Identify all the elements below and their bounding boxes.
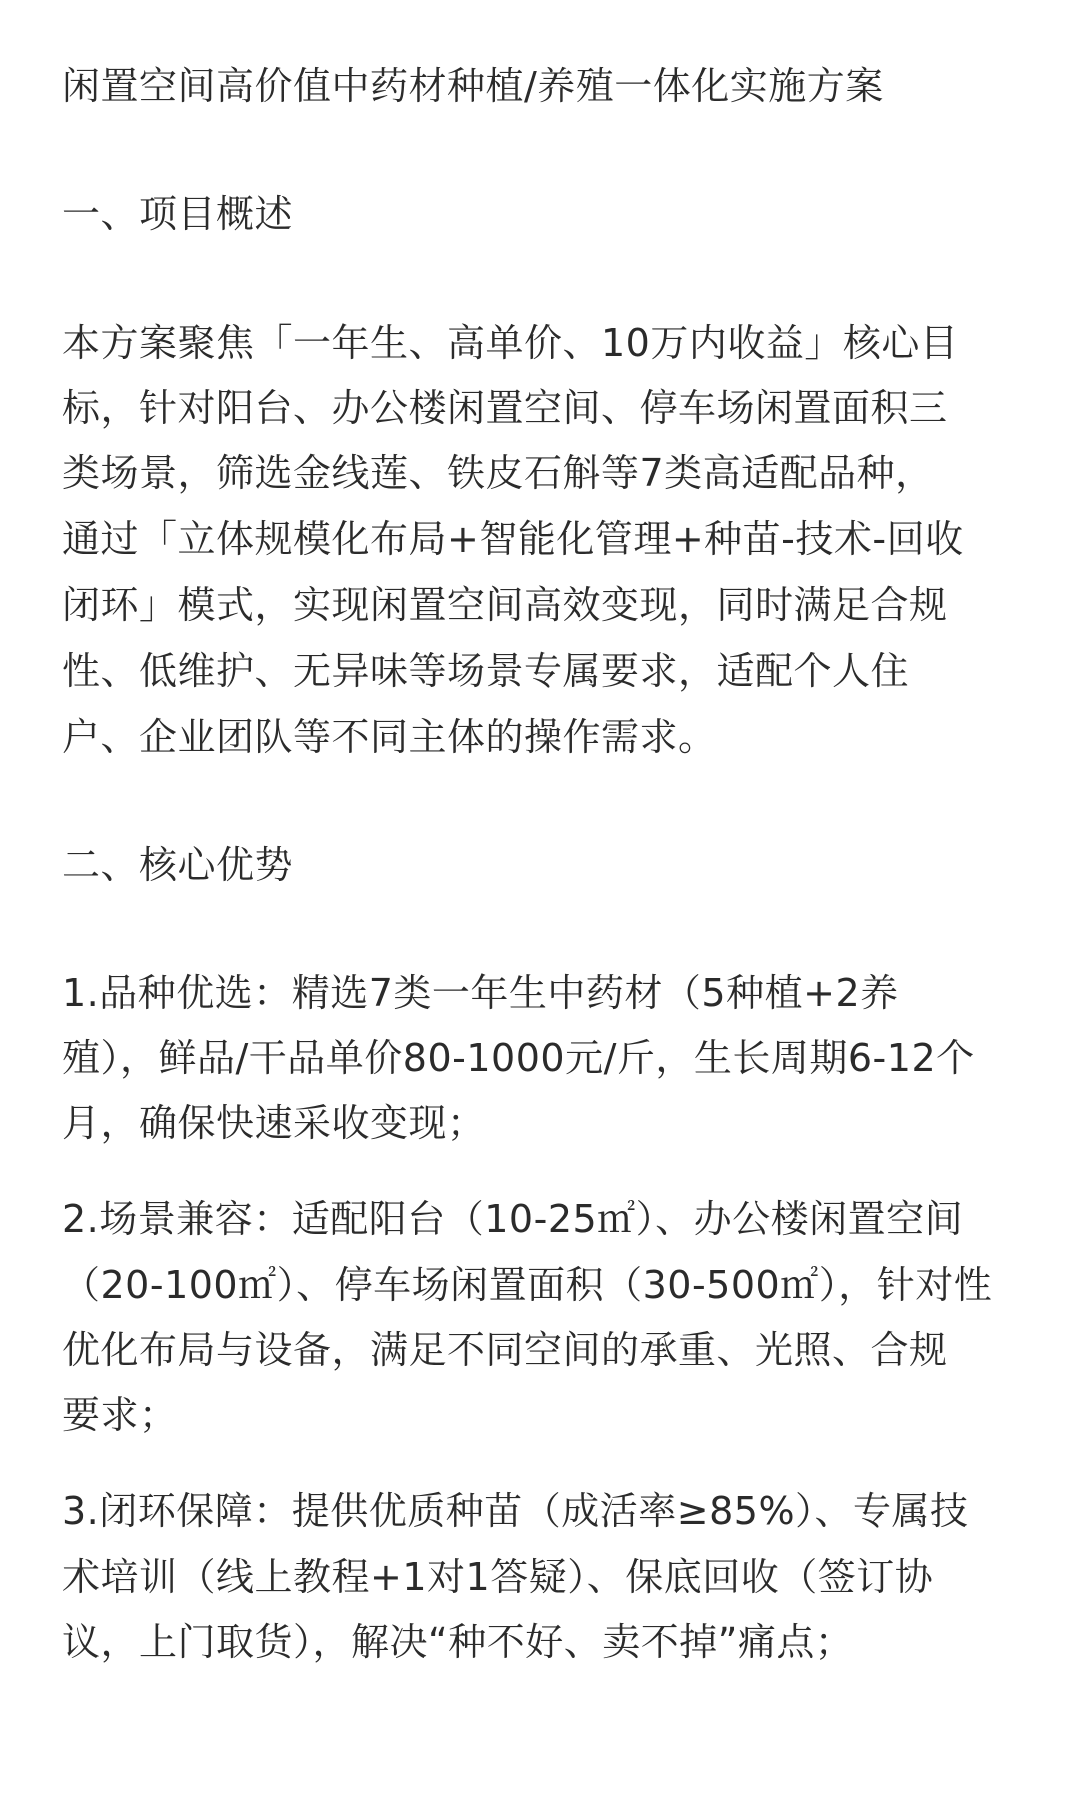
advantage-2-line-4: 要求；	[62, 1393, 178, 1437]
advantage-3-line-2: 术培训（线上教程+1对1答疑）、保底回收（签订协	[62, 1555, 934, 1599]
overview-line-4: 通过「立体规模化布局+智能化管理+种苗-技术-回收	[62, 517, 964, 561]
advantage-3-line-1: 3.闭环保障：提供优质种苗（成活率≥85%）、专属技	[62, 1489, 969, 1533]
advantage-1-line-3: 月，确保快速采收变现；	[62, 1101, 486, 1145]
section-1-heading: 一、项目概述	[62, 192, 294, 236]
section-2-heading: 二、核心优势	[62, 843, 294, 887]
advantage-2-line-1: 2.场景兼容：适配阳台（10-25㎡）、办公楼闲置空间	[62, 1197, 964, 1241]
overview-line-2: 标，针对阳台、办公楼闲置空间、停车场闲置面积三	[62, 386, 948, 430]
advantage-1-line-2: 殖），鲜品/干品单价80-1000元/斤，生长周期6-12个	[62, 1036, 975, 1080]
overview-line-6: 性、低维护、无异味等场景专属要求，适配个人住	[62, 649, 910, 693]
advantage-3-line-3: 议，上门取货），解决“种不好、卖不掉”痛点；	[62, 1620, 854, 1664]
advantage-1-line-1: 1.品种优选：精选7类一年生中药材（5种植+2养	[62, 971, 899, 1015]
advantage-2-line-2: （20-100㎡）、停车场闲置面积（30-500㎡），针对性	[62, 1263, 993, 1307]
document-title: 闲置空间高价值中药材种植/养殖一体化实施方案	[62, 64, 884, 108]
advantage-2-line-3: 优化布局与设备，满足不同空间的承重、光照、合规	[62, 1328, 948, 1372]
overview-line-1: 本方案聚焦「一年生、高单价、10万内收益」核心目	[62, 321, 959, 365]
overview-line-3: 类场景，筛选金线莲、铁皮石斛等7类高适配品种，	[62, 451, 934, 495]
overview-line-7: 户、企业团队等不同主体的操作需求。	[62, 715, 717, 759]
overview-line-5: 闭环」模式，实现闲置空间高效变现，同时满足合规	[62, 583, 948, 627]
